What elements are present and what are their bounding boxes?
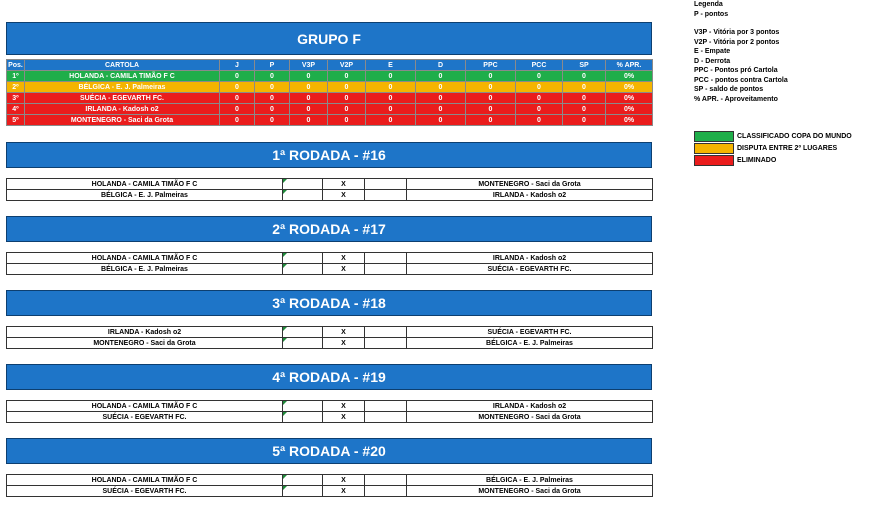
away-score-cell[interactable]	[365, 190, 407, 201]
match-row	[7, 475, 653, 486]
away-team: IRLANDA - Kadosh o2	[407, 401, 653, 412]
legend-swatch-label: ELIMINADO	[737, 156, 777, 164]
standings-cell-d: 0	[416, 93, 466, 104]
versus-label: X	[323, 338, 365, 349]
legend-title: Legenda	[694, 1, 723, 8]
standings-table	[6, 59, 653, 126]
standings-cell-sp: 0	[563, 71, 606, 82]
away-score-cell[interactable]	[365, 179, 407, 190]
away-team: MONTENEGRO - Saci da Grota	[407, 412, 653, 423]
match-table	[6, 178, 653, 201]
legend-line: P - pontos	[694, 10, 729, 18]
legend-color-swatch	[694, 131, 734, 142]
versus-label: X	[323, 401, 365, 412]
legend-line: V3P - Vitória por 3 pontos	[694, 29, 780, 36]
legend	[694, 0, 788, 104]
legend-line: E - Empate	[694, 48, 731, 55]
match-row	[7, 327, 653, 338]
versus-label: X	[323, 486, 365, 497]
standings-cell-v2p: 0	[328, 93, 366, 104]
legend-swatch-row	[694, 154, 852, 166]
away-team: IRLANDA - Kadosh o2	[407, 190, 653, 201]
standings-row	[7, 71, 653, 82]
home-team: SUÉCIA - EGEVARTH FC.	[7, 412, 283, 423]
standings-cell-e: 0	[366, 71, 416, 82]
standings-cell-apr: 0%	[606, 71, 653, 82]
home-team: HOLANDA - CAMILA TIMÃO F C	[7, 475, 283, 486]
round-header: 3ª RODADA - #18	[6, 290, 652, 316]
match-row	[7, 412, 653, 423]
col-header-pcc: PCC	[516, 60, 563, 71]
versus-label: X	[323, 264, 365, 275]
home-score-cell[interactable]	[283, 327, 323, 338]
legend-swatch-row	[694, 142, 852, 154]
away-team: SUÉCIA - EGEVARTH FC.	[407, 327, 653, 338]
standings-cell-pos: 3º	[7, 93, 25, 104]
legend-line: SP - saldo de pontos	[694, 86, 764, 93]
standings-header-row	[7, 60, 653, 71]
home-team: SUÉCIA - EGEVARTH FC.	[7, 486, 283, 497]
home-score-cell[interactable]	[283, 338, 323, 349]
standings-row	[7, 115, 653, 126]
legend-swatch-label: DISPUTA ENTRE 2º LUGARES	[737, 144, 838, 152]
legend-swatch-label: CLASSIFICADO COPA DO MUNDO	[737, 132, 852, 140]
standings-cell-e: 0	[366, 93, 416, 104]
match-row	[7, 179, 653, 190]
standings-cell-j: 0	[220, 104, 255, 115]
home-score-cell[interactable]	[283, 190, 323, 201]
standings-cell-apr: 0%	[606, 82, 653, 93]
standings-cell-j: 0	[220, 82, 255, 93]
col-header-j: J	[220, 60, 255, 71]
col-header-v3p: V3P	[290, 60, 328, 71]
standings-cell-v2p: 0	[328, 115, 366, 126]
standings-cell-team: SUÉCIA - EGEVARTH FC.	[25, 93, 220, 104]
away-score-cell[interactable]	[365, 475, 407, 486]
standings-cell-pos: 4º	[7, 104, 25, 115]
standings-cell-pcc: 0	[516, 115, 563, 126]
standings-cell-d: 0	[416, 82, 466, 93]
away-score-cell[interactable]	[365, 327, 407, 338]
match-table	[6, 326, 653, 349]
standings-row	[7, 82, 653, 93]
match-row	[7, 253, 653, 264]
home-team: BÉLGICA - E. J. Palmeiras	[7, 190, 283, 201]
standings-cell-p: 0	[255, 93, 290, 104]
match-table	[6, 400, 653, 423]
standings-cell-apr: 0%	[606, 104, 653, 115]
round-header: 5ª RODADA - #20	[6, 438, 652, 464]
away-team: IRLANDA - Kadosh o2	[407, 253, 653, 264]
standings-cell-sp: 0	[563, 115, 606, 126]
away-score-cell[interactable]	[365, 412, 407, 423]
home-score-cell[interactable]	[283, 401, 323, 412]
away-score-cell[interactable]	[365, 401, 407, 412]
standings-cell-d: 0	[416, 115, 466, 126]
standings-cell-e: 0	[366, 82, 416, 93]
standings-cell-j: 0	[220, 115, 255, 126]
away-team: BÉLGICA - E. J. Palmeiras	[407, 338, 653, 349]
standings-cell-ppc: 0	[466, 115, 516, 126]
standings-cell-pcc: 0	[516, 104, 563, 115]
standings-cell-p: 0	[255, 115, 290, 126]
standings-cell-pos: 1º	[7, 71, 25, 82]
home-score-cell[interactable]	[283, 179, 323, 190]
col-header-p: P	[255, 60, 290, 71]
col-header-pos: Pos.	[8, 61, 23, 69]
home-team: BÉLGICA - E. J. Palmeiras	[7, 264, 283, 275]
standings-cell-ppc: 0	[466, 82, 516, 93]
standings-cell-pcc: 0	[516, 82, 563, 93]
match-row	[7, 190, 653, 201]
standings-cell-v2p: 0	[328, 71, 366, 82]
col-header-d: D	[416, 60, 466, 71]
legend-line: D - Derrota	[694, 57, 731, 65]
away-score-cell[interactable]	[365, 338, 407, 349]
round-header: 4ª RODADA - #19	[6, 364, 652, 390]
col-header-v2p: V2P	[328, 60, 366, 71]
away-score-cell[interactable]	[365, 264, 407, 275]
col-header-apr: % APR.	[606, 60, 653, 71]
match-row	[7, 338, 653, 349]
standings-cell-ppc: 0	[466, 104, 516, 115]
home-team: HOLANDA - CAMILA TIMÃO F C	[7, 179, 283, 190]
standings-cell-v3p: 0	[290, 82, 328, 93]
legend-line: % APR. - Aproveitamento	[694, 95, 778, 103]
standings-cell-team: HOLANDA - CAMILA TIMÃO F C	[25, 71, 220, 82]
col-header-sp: SP	[563, 60, 606, 71]
round-header: 1ª RODADA - #16	[6, 142, 652, 168]
standings-cell-sp: 0	[563, 82, 606, 93]
home-score-cell[interactable]	[283, 486, 323, 497]
standings-cell-p: 0	[255, 104, 290, 115]
standings-cell-team: BÉLGICA - E. J. Palmeiras	[25, 82, 220, 93]
away-team: SUÉCIA - EGEVARTH FC.	[407, 264, 653, 275]
standings-cell-team: IRLANDA - Kadosh o2	[25, 104, 220, 115]
versus-label: X	[323, 253, 365, 264]
standings-row	[7, 104, 653, 115]
versus-label: X	[323, 412, 365, 423]
standings-cell-v2p: 0	[328, 82, 366, 93]
home-score-cell[interactable]	[283, 412, 323, 423]
standings-row	[7, 93, 653, 104]
legend-swatches	[694, 130, 852, 166]
standings-cell-v3p: 0	[290, 104, 328, 115]
col-header-cartola: CARTOLA	[25, 60, 220, 71]
standings-cell-team: MONTENEGRO - Saci da Grota	[25, 115, 220, 126]
away-score-cell[interactable]	[365, 486, 407, 497]
standings-cell-pos: 2º	[7, 82, 25, 93]
away-team: BÉLGICA - E. J. Palmeiras	[407, 475, 653, 486]
legend-color-swatch	[694, 143, 734, 154]
round-header: 2ª RODADA - #17	[6, 216, 652, 242]
standings-cell-v3p: 0	[290, 71, 328, 82]
away-team: MONTENEGRO - Saci da Grota	[407, 486, 653, 497]
match-table	[6, 474, 653, 497]
standings-cell-e: 0	[366, 104, 416, 115]
match-row	[7, 486, 653, 497]
away-score-cell[interactable]	[365, 253, 407, 264]
home-team: MONTENEGRO - Saci da Grota	[7, 338, 283, 349]
match-row	[7, 401, 653, 412]
home-score-cell[interactable]	[283, 475, 323, 486]
home-team: HOLANDA - CAMILA TIMÃO F C	[7, 401, 283, 412]
standings-cell-d: 0	[416, 71, 466, 82]
group-title: GRUPO F	[6, 22, 652, 55]
standings-cell-j: 0	[220, 71, 255, 82]
standings-cell-ppc: 0	[466, 93, 516, 104]
home-score-cell[interactable]	[283, 253, 323, 264]
versus-label: X	[323, 179, 365, 190]
standings-cell-d: 0	[416, 104, 466, 115]
standings-cell-pcc: 0	[516, 93, 563, 104]
match-table	[6, 252, 653, 275]
standings-cell-v3p: 0	[290, 115, 328, 126]
match-row	[7, 264, 653, 275]
legend-line: V2P - Vitória por 2 pontos	[694, 38, 780, 46]
home-score-cell[interactable]	[283, 264, 323, 275]
legend-line: PCC - pontos contra Cartola	[694, 76, 788, 84]
standings-cell-ppc: 0	[466, 71, 516, 82]
standings-cell-v3p: 0	[290, 93, 328, 104]
versus-label: X	[323, 327, 365, 338]
legend-swatch-row	[694, 130, 852, 142]
legend-color-swatch	[694, 155, 734, 166]
home-team: IRLANDA - Kadosh o2	[7, 327, 283, 338]
standings-cell-sp: 0	[563, 93, 606, 104]
standings-cell-p: 0	[255, 71, 290, 82]
col-header-e: E	[366, 60, 416, 71]
standings-cell-e: 0	[366, 115, 416, 126]
versus-label: X	[323, 475, 365, 486]
standings-cell-pcc: 0	[516, 71, 563, 82]
standings-cell-apr: 0%	[606, 115, 653, 126]
standings-cell-apr: 0%	[606, 93, 653, 104]
standings-cell-v2p: 0	[328, 104, 366, 115]
away-team: MONTENEGRO - Saci da Grota	[407, 179, 653, 190]
versus-label: X	[323, 190, 365, 201]
home-team: HOLANDA - CAMILA TIMÃO F C	[7, 253, 283, 264]
legend-line: PPC - Pontos pró Cartola	[694, 67, 778, 74]
standings-cell-sp: 0	[563, 104, 606, 115]
col-header-ppc: PPC	[466, 60, 516, 71]
standings-cell-p: 0	[255, 82, 290, 93]
standings-cell-j: 0	[220, 93, 255, 104]
standings-cell-pos: 5º	[7, 115, 25, 126]
